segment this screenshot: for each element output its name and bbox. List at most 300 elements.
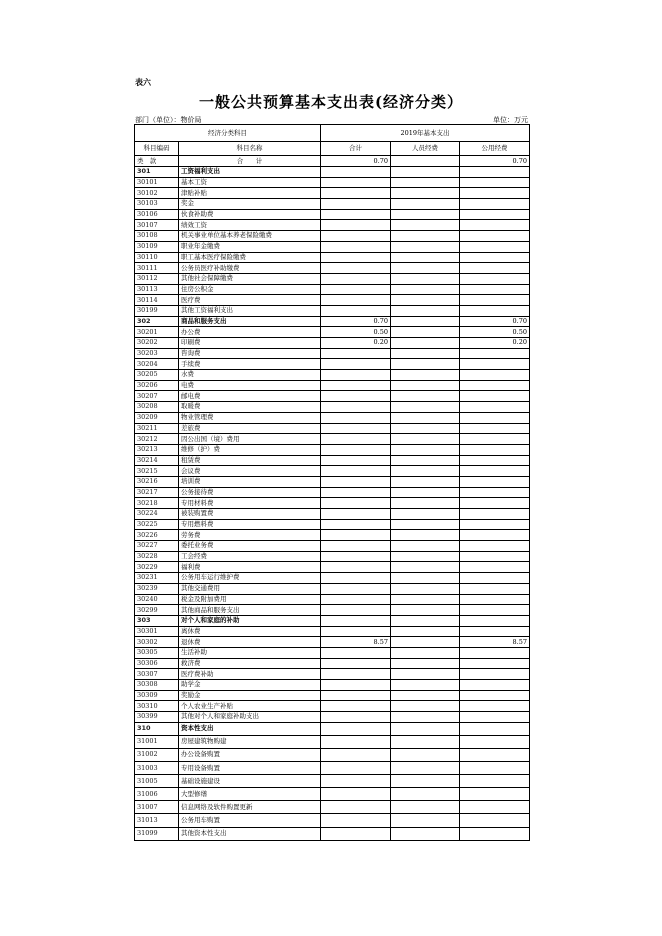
row-code: 30110 [135,252,179,263]
row-total [321,690,391,701]
row-public [460,680,530,691]
row-code: 30108 [135,231,179,242]
row-public [460,690,530,701]
table-row [135,669,530,680]
row-total [321,669,391,680]
row-code: 30209 [135,412,179,423]
row-personnel [391,690,460,701]
row-code: 30205 [135,370,179,381]
row-name: 办公费 [179,327,321,338]
lei-kuan-cell [135,156,179,167]
row-personnel [391,284,460,295]
row-personnel [391,209,460,220]
row-code: 30207 [135,391,179,402]
table-row [135,476,530,487]
header-budget-year: 2019年基本支出 [321,125,530,142]
row-name: 退休费 [179,637,321,648]
table-row [135,188,530,199]
row-public [460,509,530,520]
row-personnel [391,735,460,748]
table-row [135,444,530,455]
row-public [460,380,530,391]
row-name: 公务用车购置 [179,814,321,827]
row-personnel [391,701,460,712]
row-total: 8.57 [321,637,391,648]
row-personnel [391,263,460,274]
table-row [135,295,530,306]
row-code: 30107 [135,220,179,231]
row-personnel [391,583,460,594]
row-name: 绩效工资 [179,220,321,231]
row-code: 30212 [135,434,179,445]
row-code: 31006 [135,788,179,801]
header-econ-class: 经济分类科目 [135,125,321,142]
row-code: 30399 [135,712,179,723]
row-name: 公务用车运行维护费 [179,573,321,584]
table-row [135,647,530,658]
row-name: 救济费 [179,658,321,669]
row-personnel [391,177,460,188]
row-personnel [391,827,460,840]
row-name: 会议费 [179,466,321,477]
row-name: 对个人和家庭的补助 [179,615,321,626]
row-public [460,199,530,210]
row-public [460,444,530,455]
row-code: 31003 [135,762,179,775]
row-public [460,167,530,178]
row-total [321,615,391,626]
row-code: 30225 [135,519,179,530]
row-public [460,476,530,487]
row-public [460,231,530,242]
row-personnel [391,788,460,801]
row-code: 30113 [135,284,179,295]
total-public: 0.70 [460,156,530,167]
row-name: 税金及附加费用 [179,594,321,605]
lei-label: 类 [137,156,144,165]
table-row [135,541,530,552]
row-name: 公务员医疗补助缴费 [179,263,321,274]
row-public [460,434,530,445]
row-personnel [391,434,460,445]
table-row [135,241,530,252]
row-public [460,701,530,712]
table-row [135,562,530,573]
row-name: 其他工资福利支出 [179,305,321,316]
table-row [135,391,530,402]
row-total [321,827,391,840]
row-code: 30226 [135,530,179,541]
row-name: 津贴补贴 [179,188,321,199]
row-name: 专用设备购置 [179,762,321,775]
row-name: 其他资本性支出 [179,827,321,840]
row-public [460,423,530,434]
row-public [460,359,530,370]
row-name: 住房公积金 [179,284,321,295]
row-name: 因公出国（境）费用 [179,434,321,445]
row-total [321,263,391,274]
row-personnel [391,573,460,584]
row-total [321,583,391,594]
row-code: 30211 [135,423,179,434]
row-personnel [391,801,460,814]
sheet-tag: 表六 [135,77,151,87]
table-row [135,305,530,316]
row-code: 30239 [135,583,179,594]
table-row [135,273,530,284]
row-public [460,209,530,220]
row-code: 30307 [135,669,179,680]
row-code: 30109 [135,241,179,252]
row-personnel [391,348,460,359]
table-row [135,712,530,723]
row-code: 31007 [135,801,179,814]
row-total [321,466,391,477]
row-public [460,594,530,605]
row-public [460,402,530,413]
row-name: 机关事业单位基本养老保险缴费 [179,231,321,242]
row-public [460,541,530,552]
table-row [135,209,530,220]
row-public [460,241,530,252]
row-name: 其他社会保障缴费 [179,273,321,284]
row-code: 30228 [135,551,179,562]
row-public [460,748,530,761]
row-total [321,402,391,413]
row-code: 30216 [135,476,179,487]
row-name: 商品和服务支出 [179,316,321,327]
row-total [321,476,391,487]
table-row [135,359,530,370]
row-code: 30111 [135,263,179,274]
row-total [321,167,391,178]
table-row [135,690,530,701]
row-name: 信息网络及软件购置更新 [179,801,321,814]
row-name: 印刷费 [179,338,321,349]
table-row [135,735,530,748]
row-total [321,273,391,284]
row-public [460,551,530,562]
row-personnel [391,680,460,691]
row-public [460,305,530,316]
row-name: 维修（护）费 [179,444,321,455]
table-row [135,231,530,242]
row-code: 30231 [135,573,179,584]
row-total [321,305,391,316]
row-code: 30302 [135,637,179,648]
row-personnel [391,551,460,562]
table-row [135,199,530,210]
row-public [460,775,530,788]
row-total [321,573,391,584]
table-row [135,573,530,584]
table-row [135,434,530,445]
table-row [135,775,530,788]
row-public [460,712,530,723]
row-public [460,615,530,626]
row-personnel [391,391,460,402]
row-personnel [391,626,460,637]
table-row [135,316,530,327]
row-total [321,284,391,295]
row-personnel [391,252,460,263]
row-public [460,735,530,748]
row-public [460,562,530,573]
row-total [321,412,391,423]
row-name: 专用材料费 [179,498,321,509]
row-public [460,412,530,423]
row-name: 手续费 [179,359,321,370]
table-row [135,530,530,541]
row-code: 31099 [135,827,179,840]
table-row [135,701,530,712]
row-public [460,455,530,466]
table-row [135,605,530,616]
row-public [460,605,530,616]
row-total [321,370,391,381]
row-total [321,209,391,220]
row-total: 0.20 [321,338,391,349]
row-personnel [391,412,460,423]
row-public [460,177,530,188]
row-personnel [391,188,460,199]
row-code: 30204 [135,359,179,370]
row-public [460,220,530,231]
row-total [321,359,391,370]
row-personnel [391,167,460,178]
row-personnel [391,380,460,391]
row-public [460,788,530,801]
table-row [135,455,530,466]
row-total [321,231,391,242]
row-code: 30101 [135,177,179,188]
row-personnel [391,295,460,306]
row-total [321,519,391,530]
row-name: 差旅费 [179,423,321,434]
table-row [135,177,530,188]
row-personnel [391,220,460,231]
row-code: 30199 [135,305,179,316]
budget-table [134,124,530,841]
table-row [135,412,530,423]
row-name: 水费 [179,370,321,381]
row-personnel [391,327,460,338]
row-code: 30299 [135,605,179,616]
row-code: 301 [135,167,179,178]
row-total [321,188,391,199]
row-personnel [391,305,460,316]
row-public [460,814,530,827]
row-code: 30214 [135,455,179,466]
page-title: 一般公共预算基本支出表(经济分类） [198,93,464,111]
row-public: 0.20 [460,338,530,349]
row-total [321,391,391,402]
row-public [460,273,530,284]
row-total [321,594,391,605]
row-code: 31005 [135,775,179,788]
row-name: 基础设施建设 [179,775,321,788]
row-total [321,252,391,263]
row-code: 30227 [135,541,179,552]
total-personnel [391,156,460,167]
row-public [460,252,530,263]
table-row [135,551,530,562]
row-personnel [391,476,460,487]
row-code: 30203 [135,348,179,359]
row-public [460,188,530,199]
table-row [135,594,530,605]
row-name: 取暖费 [179,402,321,413]
row-name: 其他交通费用 [179,583,321,594]
row-total [321,562,391,573]
row-public [460,263,530,274]
row-personnel [391,359,460,370]
row-code: 30301 [135,626,179,637]
row-name: 电费 [179,380,321,391]
row-personnel [391,519,460,530]
row-personnel [391,273,460,284]
row-name: 福利费 [179,562,321,573]
row-personnel [391,487,460,498]
row-public [460,573,530,584]
table-row [135,722,530,735]
row-total [321,455,391,466]
table-row [135,788,530,801]
row-public: 0.50 [460,327,530,338]
row-name: 物业管理费 [179,412,321,423]
row-personnel [391,498,460,509]
row-name: 工资福利支出 [179,167,321,178]
row-personnel [391,637,460,648]
table-row [135,402,530,413]
row-public [460,626,530,637]
row-personnel [391,615,460,626]
row-code: 30102 [135,188,179,199]
row-code: 30308 [135,680,179,691]
row-personnel [391,231,460,242]
row-personnel [391,647,460,658]
row-public: 8.57 [460,637,530,648]
row-total [321,626,391,637]
row-code: 30201 [135,327,179,338]
row-personnel [391,594,460,605]
row-code: 30215 [135,466,179,477]
row-public [460,801,530,814]
row-name: 职工基本医疗保险缴费 [179,252,321,263]
row-public [460,827,530,840]
row-name: 医疗费 [179,295,321,306]
table-row [135,519,530,530]
row-code: 303 [135,615,179,626]
row-name: 租赁费 [179,455,321,466]
row-personnel [391,669,460,680]
row-total [321,423,391,434]
row-name: 被装购置费 [179,509,321,520]
row-personnel [391,712,460,723]
row-total [321,444,391,455]
row-total [321,658,391,669]
row-code: 30218 [135,498,179,509]
kuan-label: 款 [149,156,157,165]
table-row [135,827,530,840]
row-total [321,220,391,231]
row-personnel [391,658,460,669]
row-code: 30310 [135,701,179,712]
row-name: 培训费 [179,476,321,487]
row-total [321,380,391,391]
row-total: 0.70 [321,316,391,327]
row-name: 专用燃料费 [179,519,321,530]
table-row [135,487,530,498]
table-row [135,252,530,263]
row-code: 30217 [135,487,179,498]
row-personnel [391,444,460,455]
row-total [321,498,391,509]
row-public [460,370,530,381]
row-code: 30106 [135,209,179,220]
row-name: 个人农业生产补贴 [179,701,321,712]
row-code: 30114 [135,295,179,306]
row-personnel [391,316,460,327]
row-code: 30240 [135,594,179,605]
table-row [135,748,530,761]
row-personnel [391,814,460,827]
table-row [135,284,530,295]
row-public [460,295,530,306]
row-total [321,605,391,616]
row-name: 公务接待费 [179,487,321,498]
row-name: 离休费 [179,626,321,637]
row-total [321,722,391,735]
row-personnel [391,541,460,552]
row-name: 委托业务费 [179,541,321,552]
row-total [321,788,391,801]
header-name: 科目名称 [179,142,321,156]
row-name: 职业年金缴费 [179,241,321,252]
row-name: 奖励金 [179,690,321,701]
unit-label: 单位：万元 [493,116,528,124]
row-total [321,735,391,748]
row-code: 30202 [135,338,179,349]
row-personnel [391,466,460,477]
total-amount: 0.70 [321,156,391,167]
row-personnel [391,562,460,573]
header-code: 科目编码 [135,142,179,156]
row-personnel [391,762,460,775]
row-personnel [391,605,460,616]
row-total [321,775,391,788]
row-total [321,814,391,827]
table-row [135,466,530,477]
row-total [321,434,391,445]
row-name: 办公设备购置 [179,748,321,761]
row-personnel [391,530,460,541]
header-public: 公用经费 [460,142,530,156]
row-total [321,177,391,188]
table-row [135,220,530,231]
row-personnel [391,455,460,466]
row-total [321,348,391,359]
row-public [460,658,530,669]
row-public: 0.70 [460,316,530,327]
row-total [321,680,391,691]
row-name: 大型修缮 [179,788,321,801]
row-public [460,466,530,477]
row-public [460,762,530,775]
row-name: 医疗费补助 [179,669,321,680]
row-code: 310 [135,722,179,735]
row-personnel [391,199,460,210]
